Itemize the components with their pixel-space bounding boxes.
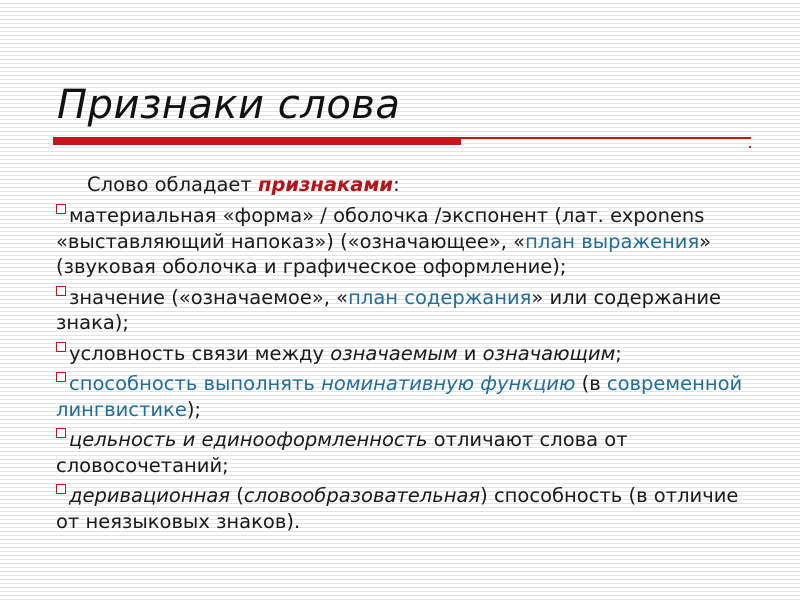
list-item-derivational <box>56 483 756 534</box>
item-term-derivational: деривационная <box>69 484 231 507</box>
item-text: ); <box>186 397 202 421</box>
title-rule-thin <box>461 137 751 139</box>
square-bullet-icon <box>56 342 66 352</box>
item-text: значение («означаемое», « <box>69 285 349 309</box>
intro-colon: : <box>393 173 400 196</box>
item-text: ( <box>230 484 244 507</box>
item-term-plan-content: план содержания <box>348 285 532 309</box>
item-term-nominative-function: номинативную функцию <box>321 372 576 395</box>
intro-text <box>87 173 400 196</box>
item-text: » или содержание знака); <box>56 285 721 334</box>
square-bullet-icon <box>56 484 66 494</box>
item-text: материальная «форма» / оболочка /экспонент (лат. exponens «выставляющий напоказ») («означающее», « <box>56 204 705 253</box>
item-term-signifier: означающим <box>482 341 616 365</box>
square-bullet-icon <box>56 372 66 382</box>
intro-lead: Слово обладает <box>87 173 258 196</box>
item-text: и <box>457 341 483 365</box>
item-text: » (звуковая оболочка и графическое оформление); <box>56 229 712 278</box>
item-term-plan-expression: план выражения <box>525 229 700 253</box>
square-bullet-icon <box>56 286 66 296</box>
item-text: ; <box>615 341 622 365</box>
item-text: (в <box>575 372 607 395</box>
title-rule-mark <box>749 146 751 148</box>
item-term-word-formation: словообразовательная <box>243 484 481 507</box>
item-text: условность связи между <box>69 341 331 365</box>
list-item-form <box>56 203 756 280</box>
list-item-meaning <box>56 285 756 336</box>
list-item-conventionality <box>56 341 756 367</box>
list-item-integrity <box>56 427 756 478</box>
item-text: ) способность (в отличие от неязыковых знаков). <box>56 484 739 533</box>
title-rule-thick <box>53 137 461 145</box>
intro-emphasis: признаками <box>258 173 394 196</box>
item-text-blue: способность выполнять <box>69 372 322 395</box>
item-text: отличают слова от словосочетаний; <box>56 428 628 477</box>
square-bullet-icon <box>56 204 66 214</box>
slide-title: Признаки слова <box>57 82 401 128</box>
item-term-modern-linguistics: современной лингвистике <box>56 372 743 421</box>
square-bullet-icon <box>56 428 66 438</box>
list-item-nominative <box>56 371 756 422</box>
item-term-signified: означаемым <box>330 341 458 365</box>
item-term-integrity: цельность и единооформленность <box>69 428 428 451</box>
features-list <box>56 203 756 539</box>
